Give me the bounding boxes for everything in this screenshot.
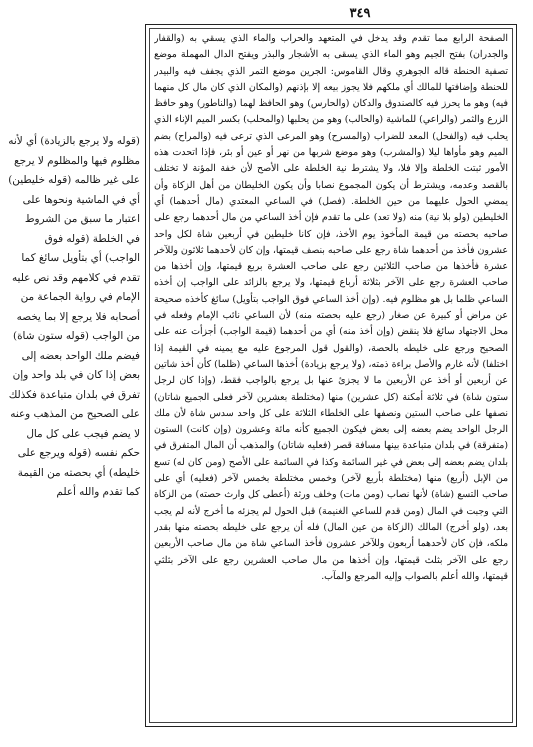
page-number: ٣٤٩ [349, 6, 371, 21]
main-text-inner-border [149, 28, 513, 723]
main-text-frame [145, 24, 517, 727]
main-text-body: الصفحة الرابع مما تقدم وقد يدخل في المتعهد والحراب والماء الذي يسقي به (والقفار والجدران) بفتح الجيم وهو الماء الذي يسقى به الأشجار والبذر ويفتح الدال المهملة موضع تصفية الحنطة قاله الجوهري وقال القاموس: الجرين موضع التمر الذي يجفف فيه والبيدر للحنطة وإضافتها للمالك أي ملكهم فلا يجوز بيعه إلا بإذنهم (والمكان الذي كان مال كل منهما فيه) وهو ما يحرز فيه كالصندوق والدكان (والحارس) وهو الحافظ لهما (والناطور) وهو حافظ الزرع والثمر (والراعي) للماشية (والحالب) وهو من يحلبها (والمحلب) بكسر الميم الإناء الذي يحلب فيه (والفحل) المعد للضراب (والمسرح) وهو المرعى الذي ترعى فيه (والمراح) بضم الميم وهو مأواها ليلا (والمشرب) وهو موضع شربها من نهر أو عين أو بئر، فإذا اتحدت هذه الأمور ثبتت الخلطة وإلا فلا، ولا يشترط نية الخلطة على الأصح لأن خفة المؤنة لا تختلف بالقصد وعدمه، ويشترط أن يكون المجموع نصابا وأن يكون الخليطان من أهل الزكاة وأن يمضي الحول عليهما من حين الخلطة. (فصل) في الساعي المعتدي (مال أحدهما) أي الخليطين (ولو بلا نية) منه (ولا تعد) على ما تقدم فإن أخذ الساعي من مال أحدهما رجع على صاحبه بحصته من قيمة المأخوذ يوم الأخذ، فإن كانا خليطين في أربعين شاة لكل واحد عشرون فأخذ من أحدهما شاة رجع على صاحبه بنصف قيمتها، وإن كان لأحدهما ثلاثون وللآخر عشرة فأخذها من صاحب الثلاثين رجع على صاحب العشرة بربع قيمتها، وإن أخذها من صاحب العشرة رجع على الآخر بثلاثة أرباع قيمتها، ولا يرجع بالزائد على الواجب إن أخذه الساعي ظلما بل هو مظلوم فيه. (وإن أخذ الساعي فوق الواجب بتأويل) سائغ كأخذه صحيحة عن مراض أو كبيرة عن صغار (رجع عليه بحصته منه) لأن الساعي نائب الإمام وفعله في محل الاجتهاد سائغ فلا ينقض (وإن أخذ منه) أي من أحدهما (قيمة الواجب) أجزأت عنه على الصحيح ورجع على خليطه بالحصة، (والقول قول المرجوع عليه مع يمينه في القيمة إذا اختلفا) لأنه غارم والأصل براءة ذمته، (ولا يرجع بزيادة) أخذها الساعي (ظلما) كأن أخذ شاتين عن أربعين أو أخذ عن الأربعين ما لا يجزئ عنها بل يرجع بالواجب فقط، (وإذا كان لرجل ستون شاة) في ثلاثة أمكنة (كل عشرين) منها (مختلطة بعشرين لآخر فعلى الجميع شاتان) نصفها على صاحب الستين ونصفها على الخلطاء الثلاثة على كل واحد سدس شاة لأن ملك الرجل الواحد يضم بعضه إلى بعض فيكون الجميع كأنه مائة وعشرون (وإن كانت) الستون (متفرقة) في بلدان متباعدة بينها مسافة قصر (فعليه شاتان) والمذهب أن المال المتفرق في بلدان يضم بعضه إلى بعض في غير السائمة وكذا في السائمة على الأصح (ومن كان له) تسع من الإبل (أربع) منها (مختلطة بأربع لآخر) وخمس مختلطة بخمس لآخر (فعليه) أي على صاحب التسع (شاة) لأنها نصاب (ومن مات) وخلف ورثة (أعطى كل وارث حصته) من الزكاة التي وجبت في المال (ومن قدم للساعي الغنيمة) قبل الحول لم يجزئه ما أخرج لأنه لم يجب بعد، (ولو أخرج) المالك (الزكاة من عين المال) فله أن يرجع على خليطه بحصته منها بقدر ملكه، فإن كان لأحدهما أربعون وللآخر عشرون فأخذ الساعي شاة من مال صاحب الأربعين رجع على الآخر بثلث قيمتها، وإن أخذها من مال صاحب العشرين رجع على الآخر بثلثي قيمتها، والله أعلم بالصواب وإليه المرجع والمآب. [154, 33, 508, 582]
margin-note [8, 132, 140, 620]
margin-note-text: (قوله ولا يرجع بالزيادة) أي لأنه مظلوم فيها والمظلوم لا يرجع على غير ظالمه (قوله خليطين) أي في الماشية ونحوها على اعتبار ما سبق من الشروط في الخلطة (قوله فوق الواجب) أي بتأويل سائغ كما تقدم في كلامهم وقد نص عليه الإمام في رواية الجماعة من أصحابه فلا يرجع إلا بما يخصه من الواجب (قوله ستون شاة) فيضم ملك الواحد بعضه إلى بعض إذا كان في بلد واحد وإن تفرق في بلدان متباعدة فكذلك على الصحيح من المذهب وعنه لا يضم فيجب على كل مال حكم نفسه (قوله ويرجع على خليطه) أي بحصته من القيمة كما تقدم والله أعلم [8, 135, 140, 498]
main-text-block [154, 31, 508, 720]
